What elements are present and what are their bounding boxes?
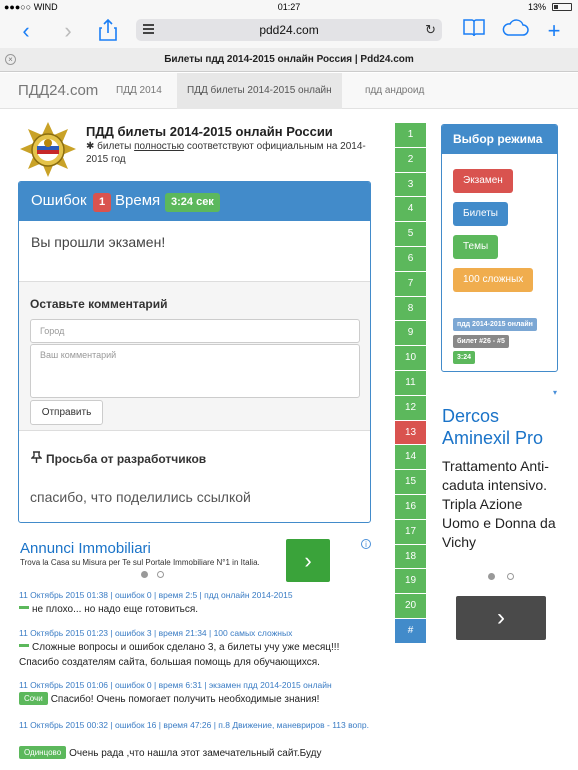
question-number-16[interactable]: 16	[395, 495, 426, 520]
carousel-dot[interactable]	[507, 573, 514, 580]
url-text: pdd24.com	[259, 23, 319, 37]
question-number-9[interactable]: 9	[395, 321, 426, 346]
carousel-dot-active[interactable]	[488, 573, 495, 580]
ad-right-body: Trattamento Anti-caduta intensivo. Tripla Azione Uomo e Donna da Vichy	[442, 458, 556, 550]
nav-item-online-tickets[interactable]: ПДД билеты 2014-2015 онлайн	[177, 73, 342, 109]
battery-icon	[552, 3, 572, 11]
question-number-19[interactable]: 19	[395, 569, 426, 594]
question-hash-link[interactable]: #	[395, 619, 426, 644]
nav-item-android[interactable]: пдд андроид	[365, 85, 425, 96]
bookmarks-icon[interactable]	[462, 18, 486, 44]
comment-city-badge: Сочи	[19, 692, 48, 705]
ad-left-subtitle: Trova la Casa su Misura per Te sul Portale Immobiliare N°1 in Italia.	[20, 558, 260, 567]
tab-title[interactable]: Билеты пдд 2014-2015 онлайн Россия | Pdd24.com	[164, 54, 414, 65]
ad-info-icon[interactable]: i	[361, 539, 371, 549]
forward-icon[interactable]: ›	[64, 18, 72, 43]
comment-item	[19, 746, 379, 761]
comment-meta[interactable]: 11 Октябрь 2015 00:32 | ошибок 16 | время 47:26 | п.8 Движение, маневриров - 113 вопр.	[19, 720, 369, 730]
comment-city-badge: Одинцово	[19, 746, 66, 759]
question-number-11[interactable]: 11	[395, 371, 426, 396]
new-tab-icon[interactable]: +	[547, 18, 561, 43]
comment-meta[interactable]: 11 Октябрь 2015 01:06 | ошибок 0 | время 6:31 | экзамен пдд 2014-2015 онлайн	[19, 680, 332, 690]
close-tab-icon[interactable]: ×	[5, 54, 16, 65]
exam-mode-button[interactable]: Экзамен	[453, 169, 513, 193]
hard-100-mode-button[interactable]: 100 сложных	[453, 268, 533, 292]
comment-meta[interactable]: 11 Октябрь 2015 01:23 | ошибок 3 | время 21:34 | 100 самых сложных	[19, 628, 293, 638]
mode-badge-time: 3:24	[453, 351, 475, 364]
mode-panel	[441, 124, 558, 372]
city-input[interactable]: Город	[30, 319, 360, 343]
comment-text: Сложные вопросы и ошибок сделано 3, а билеты учу уже месяц!!! Спасибо создателям сайта, большая помощь для обучающихся.	[19, 642, 340, 668]
comment-marker-icon	[19, 644, 29, 647]
address-bar[interactable]	[136, 19, 442, 41]
pin-icon	[31, 451, 42, 466]
errors-badge: 1	[93, 193, 111, 212]
question-number-10[interactable]: 10	[395, 346, 426, 371]
time-badge: 3:24 сек	[165, 193, 220, 212]
topics-mode-button[interactable]: Темы	[453, 235, 498, 259]
question-number-3[interactable]: 3	[395, 173, 426, 198]
developer-request-heading: Просьба от разработчиков	[31, 451, 206, 466]
comment-textarea[interactable]: Ваш комментарий	[30, 344, 360, 398]
errors-label: Ошибок	[31, 192, 87, 209]
page-title: ПДД билеты 2014-2015 онлайн России	[86, 124, 333, 139]
reload-icon[interactable]: ↻	[425, 22, 436, 37]
share-icon[interactable]	[96, 18, 120, 44]
adchoices-icon[interactable]: ▾	[552, 388, 557, 397]
battery-percent: 13%	[527, 2, 546, 12]
comment-form	[19, 281, 370, 431]
carrier-label: ●●●○○ WIND ︎	[4, 2, 61, 12]
question-number-13[interactable]: 13	[395, 421, 426, 446]
question-number-12[interactable]: 12	[395, 396, 426, 421]
mode-badge-ticket: билет #26 - #5	[453, 335, 509, 348]
ad-right-title[interactable]: Dercos Aminexil Pro	[442, 406, 544, 448]
ad-left-dot[interactable]	[157, 571, 164, 578]
asterisk-icon: ✱	[86, 141, 95, 152]
question-number-2[interactable]: 2	[395, 148, 426, 173]
comment-item	[19, 692, 379, 707]
comment-item	[19, 640, 379, 670]
nav-item-pdd-2014[interactable]: ПДД 2014	[116, 85, 162, 96]
ad-left[interactable]	[20, 540, 260, 567]
question-number-6[interactable]: 6	[395, 247, 426, 272]
question-number-list	[395, 123, 426, 644]
comment-item	[19, 602, 379, 617]
tab-bar	[0, 48, 578, 72]
comment-meta[interactable]: 11 Октябрь 2015 01:38 | ошибок 0 | время 2:5 | пдд онлайн 2014-2015	[19, 590, 293, 600]
site-brand[interactable]: ПДД24.com	[18, 82, 99, 99]
back-icon[interactable]: ‹	[22, 18, 30, 43]
site-navbar	[0, 73, 578, 109]
traffic-police-emblem	[18, 121, 78, 179]
exam-result-text: Вы прошли экзамен!	[31, 234, 166, 250]
mode-badge-online: пдд 2014-2015 онлайн	[453, 318, 537, 331]
icloud-tabs-icon[interactable]	[500, 18, 530, 44]
ad-left-dot-active[interactable]	[141, 571, 148, 578]
question-number-5[interactable]: 5	[395, 222, 426, 247]
send-button[interactable]: Отправить	[30, 400, 103, 425]
ad-left-arrow-button[interactable]: ›	[286, 539, 330, 582]
exam-panel-header	[19, 182, 370, 221]
thanks-text: спасибо, что поделились ссылкой	[30, 489, 251, 505]
comment-heading: Оставьте комментарий	[30, 297, 168, 311]
tickets-mode-button[interactable]: Билеты	[453, 202, 508, 226]
question-number-18[interactable]: 18	[395, 545, 426, 570]
ad-right[interactable]	[442, 405, 562, 552]
question-number-7[interactable]: 7	[395, 272, 426, 297]
question-number-15[interactable]: 15	[395, 470, 426, 495]
clock: 01:27	[277, 2, 301, 12]
question-number-4[interactable]: 4	[395, 197, 426, 222]
time-label: Время	[115, 192, 161, 209]
comment-text: Очень рада ,что нашла этот замечательный сайт.Буду	[69, 748, 322, 759]
mode-panel-title: Выбор режима	[442, 125, 557, 154]
exam-panel	[18, 181, 371, 523]
comment-marker-icon	[19, 606, 29, 609]
ad-right-arrow-button[interactable]: ›	[456, 596, 546, 640]
page-subtitle: ✱ билеты полностью соответствуют официальным на 2014-2015 год	[86, 141, 366, 165]
question-number-14[interactable]: 14	[395, 445, 426, 470]
status-bar	[0, 0, 578, 14]
question-number-8[interactable]: 8	[395, 297, 426, 322]
question-number-17[interactable]: 17	[395, 520, 426, 545]
comment-text: не плохо... но надо еще готовиться.	[32, 604, 199, 615]
question-number-1[interactable]: 1	[395, 123, 426, 148]
comment-text: Спасибо! Очень помогает получить необходимые знания!	[50, 694, 320, 705]
ad-left-title[interactable]: Annunci Immobiliari	[20, 540, 151, 557]
question-number-20[interactable]: 20	[395, 594, 426, 619]
